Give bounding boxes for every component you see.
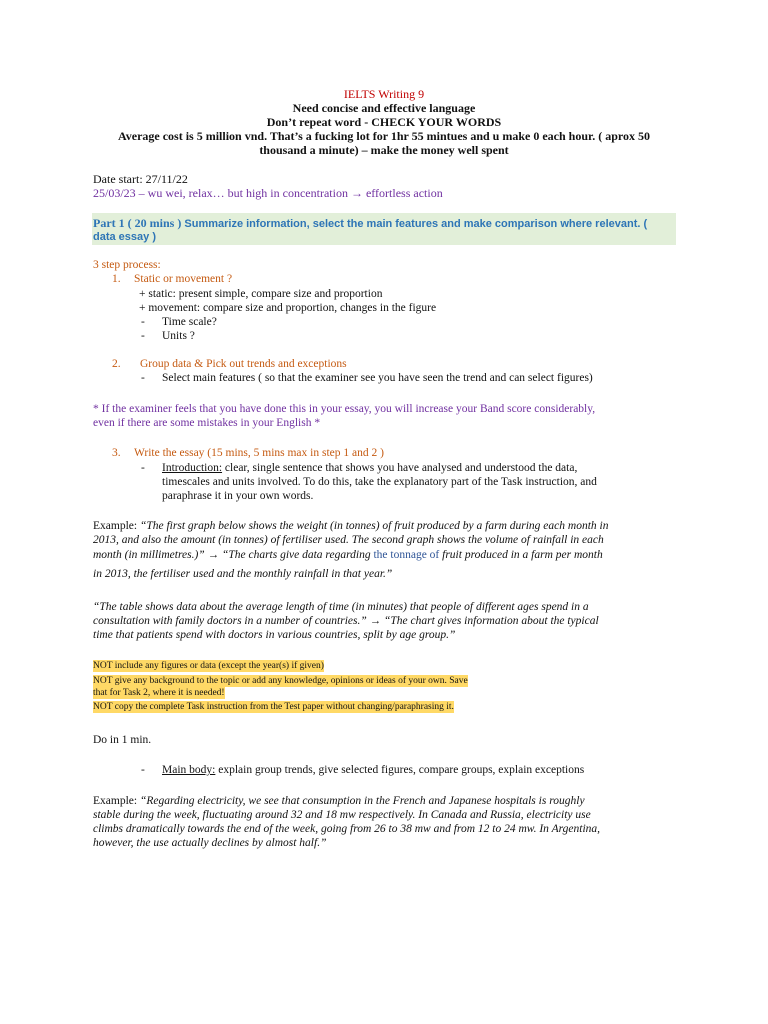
- do-in-one-min: Do in 1 min.: [93, 734, 152, 746]
- rule-no-figures: NOT include any figures or data (except the year(s) if given): [93, 661, 324, 671]
- step1-time-scale: Time scale?: [162, 316, 217, 328]
- mainbody-label: Main body:: [162, 764, 216, 776]
- step2-title: Group data & Pick out trends and exceptions: [140, 358, 347, 370]
- step3-introduction-line2: timescales and units involved. To do this, take the explanatory part of the Task instruction, and: [162, 476, 597, 488]
- step1-title: Static or movement ?: [134, 273, 233, 285]
- step1-units: Units ?: [162, 330, 195, 342]
- examiner-note-line1: * If the examiner feels that you have done this in your essay, you will increase your Band score considerably,: [93, 403, 596, 415]
- example2-line3: time that patients spend with doctors in various countries, split by age group.”: [93, 629, 456, 641]
- mainbody-line: [162, 763, 584, 777]
- example1-line1: [93, 519, 608, 533]
- step2-select-features: Select main features ( so that the examiner see you have seen the trend and can select figures): [162, 372, 593, 384]
- example3-line1: [93, 794, 585, 808]
- rule-no-background-line2: that for Task 2, where it is needed!: [93, 688, 225, 698]
- rule-no-background-line1: NOT give any background to the topic or add any knowledge, opinions or ideas of your own. Save: [93, 676, 468, 686]
- example1-text1: “The first graph below shows the weight (in tonnes) of fruit produced by a farm during each month in: [139, 520, 609, 532]
- step2-number: 2.: [112, 358, 121, 370]
- part1-heading: [93, 216, 647, 231]
- example1-highlight-tonnage: the tonnage of: [373, 549, 440, 561]
- part1-desc-cont: data essay ): [93, 231, 156, 243]
- example1-line3: [93, 548, 603, 562]
- step1-dash-2: -: [141, 330, 145, 342]
- example2-line2: consultation with family doctors in a number of countries.” → “The chart gives information about the typical: [93, 615, 599, 627]
- part1-label: Part 1 ( 20 mins ): [93, 216, 182, 230]
- introduction-label: Introduction:: [162, 462, 223, 474]
- example3-label: Example:: [93, 795, 140, 807]
- example3-text1: “Regarding electricity, we see that consumption in the French and Japanese hospitals is roughly: [139, 795, 585, 807]
- example2-line1: “The table shows data about the average length of time (in minutes) that people of different ages spend in a: [93, 601, 589, 613]
- example1-text3c: fruit produced in a farm per month: [439, 549, 603, 561]
- example1-text3a: month (in millimetres.)” → “The charts give data regarding: [93, 549, 374, 561]
- part1-desc: Summarize information, select the main features and make comparison where relevant. (: [181, 218, 648, 230]
- step3-title: Write the essay (15 mins, 5 mins max in step 1 and 2 ): [134, 447, 384, 459]
- step1-dash-1: -: [141, 316, 145, 328]
- mainbody-text: explain group trends, give selected figures, compare groups, explain exceptions: [215, 764, 585, 776]
- step1-movement: + movement: compare size and proportion, changes in the figure: [139, 302, 437, 314]
- example3-line4: however, the use actually declines by almost half.”: [93, 837, 327, 849]
- introduction-text: clear, single sentence that shows you have analysed and understood the data,: [222, 462, 578, 474]
- example3-line3: climbs dramatically towards the end of the week, going from 26 to 38 mw and from 12 to 24 mw. In Argentina,: [93, 823, 601, 835]
- header-line-check-words: Don’t repeat word - CHECK YOUR WORDS: [266, 115, 502, 129]
- step3-introduction-line1: [162, 461, 577, 475]
- step3-dash: -: [141, 462, 145, 474]
- example1-label: Example:: [93, 520, 140, 532]
- steps-heading: 3 step process:: [93, 259, 161, 271]
- examiner-note-line2: even if there are some mistakes in your English *: [93, 417, 321, 429]
- rule-no-copy: NOT copy the complete Task instruction from the Test paper without changing/paraphrasing it.: [93, 702, 454, 712]
- step2-dash: -: [141, 372, 145, 384]
- date-note: 25/03/23 – wu wei, relax… but high in concentration → effortless action: [93, 186, 443, 200]
- step1-number: 1.: [112, 273, 121, 285]
- step1-static: + static: present simple, compare size and proportion: [139, 288, 383, 300]
- step3-introduction-line3: paraphrase it in your own words.: [162, 490, 314, 502]
- example1-line2: 2013, and also the amount (in tonnes) of fertiliser used. The second graph shows the volume of rainfall in each: [93, 534, 604, 546]
- example3-line2: stable during the week, fluctuating around 32 and 18 mw respectively. In Canada and Russia, electricity use: [93, 809, 591, 821]
- date-start: Date start: 27/11/22: [93, 172, 188, 186]
- document-title: IELTS Writing 9: [343, 87, 425, 101]
- example1-line4: in 2013, the fertiliser used and the monthly rainfall in that year.”: [93, 568, 393, 580]
- step3-number: 3.: [112, 447, 121, 459]
- header-line-concise: Need concise and effective language: [292, 101, 476, 115]
- mainbody-dash: -: [141, 764, 145, 776]
- header-line-money: thousand a minute) – make the money well spent: [259, 143, 509, 157]
- header-line-cost: Average cost is 5 million vnd. That’s a fucking lot for 1hr 55 mintues and u make 0 each hour. ( aprox 50: [117, 129, 651, 143]
